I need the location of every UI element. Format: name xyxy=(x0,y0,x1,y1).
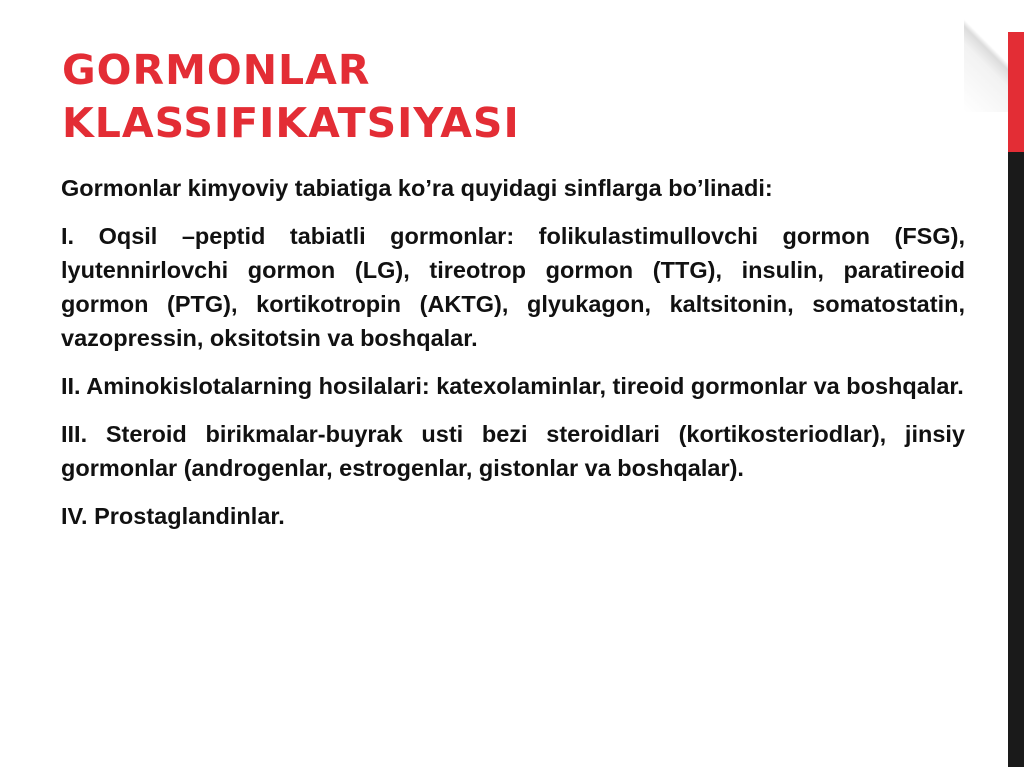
class-item-3: III. Steroid birikmalar-buyrak usti bezi steroidlari (kortikosteriodlar), jinsiy gormonlar (androgenlar, estrogenlar, gistonlar va boshqalar). xyxy=(61,421,965,481)
class-item-2: II. Aminokislotalarning hosilalari: katexolaminlar, tireoid gormonlar va boshqalar. xyxy=(61,373,964,399)
accent-bar-dark xyxy=(1008,152,1024,767)
slide-body xyxy=(61,171,965,547)
slide-title-line-2: KLASSIFIKATSIYASI xyxy=(62,99,520,147)
class-item-4: IV. Prostaglandinlar. xyxy=(61,503,285,529)
accent-bar-red xyxy=(1008,32,1024,152)
slide-title xyxy=(62,44,520,150)
slide-title-line-1: GORMONLAR xyxy=(62,46,371,94)
intro-paragraph: Gormonlar kimyoviy tabiatiga ko’ra quyidagi sinflarga bo’linadi: xyxy=(61,175,773,201)
class-item-1: I. Oqsil –peptid tabiatli gormonlar: folikulastimullovchi gormon (FSG), lyutennirlovchi gormon (LG), tireotrop gormon (TTG), insulin, paratireoid gormon (PTG), kortikotropin (AKTG), glyukagon, kaltsitonin, somatostatin, vazopressin, oksitotsin va boshqalar. xyxy=(61,223,965,351)
